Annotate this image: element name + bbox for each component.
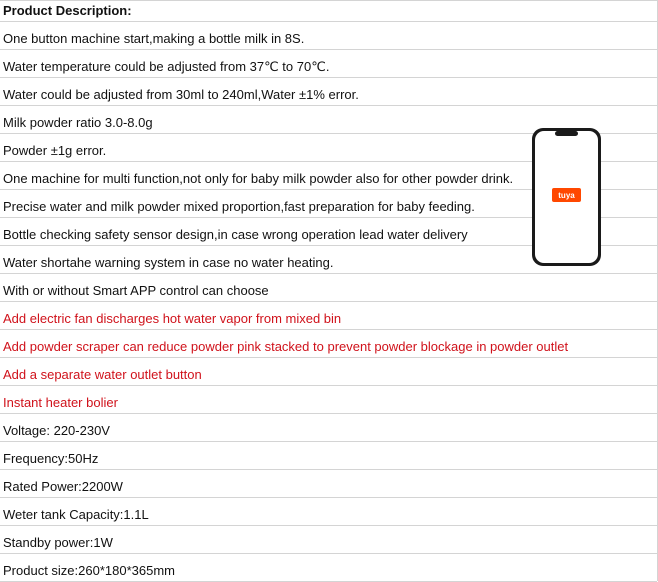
row-text: Add electric fan discharges hot water vapor from mixed bin <box>3 311 342 326</box>
smartphone-image <box>531 127 602 267</box>
table-row[interactable] <box>0 78 657 106</box>
tuya-logo-text: tuya <box>558 191 575 200</box>
row-text: Standby power:1W <box>3 535 113 550</box>
row-text: Product size:260*180*365mm <box>3 563 175 578</box>
row-text: Precise water and milk powder mixed proportion,fast preparation for baby feeding. <box>3 199 475 214</box>
table-row[interactable] <box>0 302 657 330</box>
row-text: Powder ±1g error. <box>3 143 107 158</box>
table-row[interactable] <box>0 50 657 78</box>
table-row[interactable] <box>0 498 657 526</box>
row-text: Rated Power:2200W <box>3 479 123 494</box>
phone-illustration <box>531 127 602 267</box>
row-text: One machine for multi function,not only for baby milk powder also for other powder drink. <box>3 171 514 186</box>
table-row[interactable] <box>0 386 657 414</box>
table-row[interactable] <box>0 274 657 302</box>
row-text: Instant heater bolier <box>3 395 118 410</box>
row-text: Bottle checking safety sensor design,in case wrong operation lead water delivery <box>3 227 468 242</box>
table-row[interactable] <box>0 414 657 442</box>
row-text: Milk powder ratio 3.0-8.0g <box>3 115 153 130</box>
row-text: Water could be adjusted from 30ml to 240ml,Water ±1% error. <box>3 87 359 102</box>
phone-notch <box>555 131 578 136</box>
row-text: Water shortahe warning system in case no water heating. <box>3 255 334 270</box>
row-text: Add a separate water outlet button <box>3 367 202 382</box>
row-text: Frequency:50Hz <box>3 451 99 466</box>
table-row[interactable] <box>0 470 657 498</box>
row-text: Water temperature could be adjusted from 37℃ to 70℃. <box>3 59 330 74</box>
row-text: Add powder scraper can reduce powder pink stacked to prevent powder blockage in powder outlet <box>3 339 569 354</box>
table-row[interactable] <box>0 554 657 582</box>
header-title: Product Description: <box>3 3 132 18</box>
table-row[interactable] <box>0 358 657 386</box>
table-row[interactable] <box>0 22 657 50</box>
row-text: One button machine start,making a bottle milk in 8S. <box>3 31 305 46</box>
row-text: With or without Smart APP control can choose <box>3 283 269 298</box>
row-text: Weter tank Capacity:1.1L <box>3 507 149 522</box>
table-row[interactable] <box>0 442 657 470</box>
header-row[interactable] <box>0 0 657 22</box>
row-text: Voltage: 220-230V <box>3 423 110 438</box>
table-row[interactable] <box>0 330 657 358</box>
table-row[interactable] <box>0 526 657 554</box>
